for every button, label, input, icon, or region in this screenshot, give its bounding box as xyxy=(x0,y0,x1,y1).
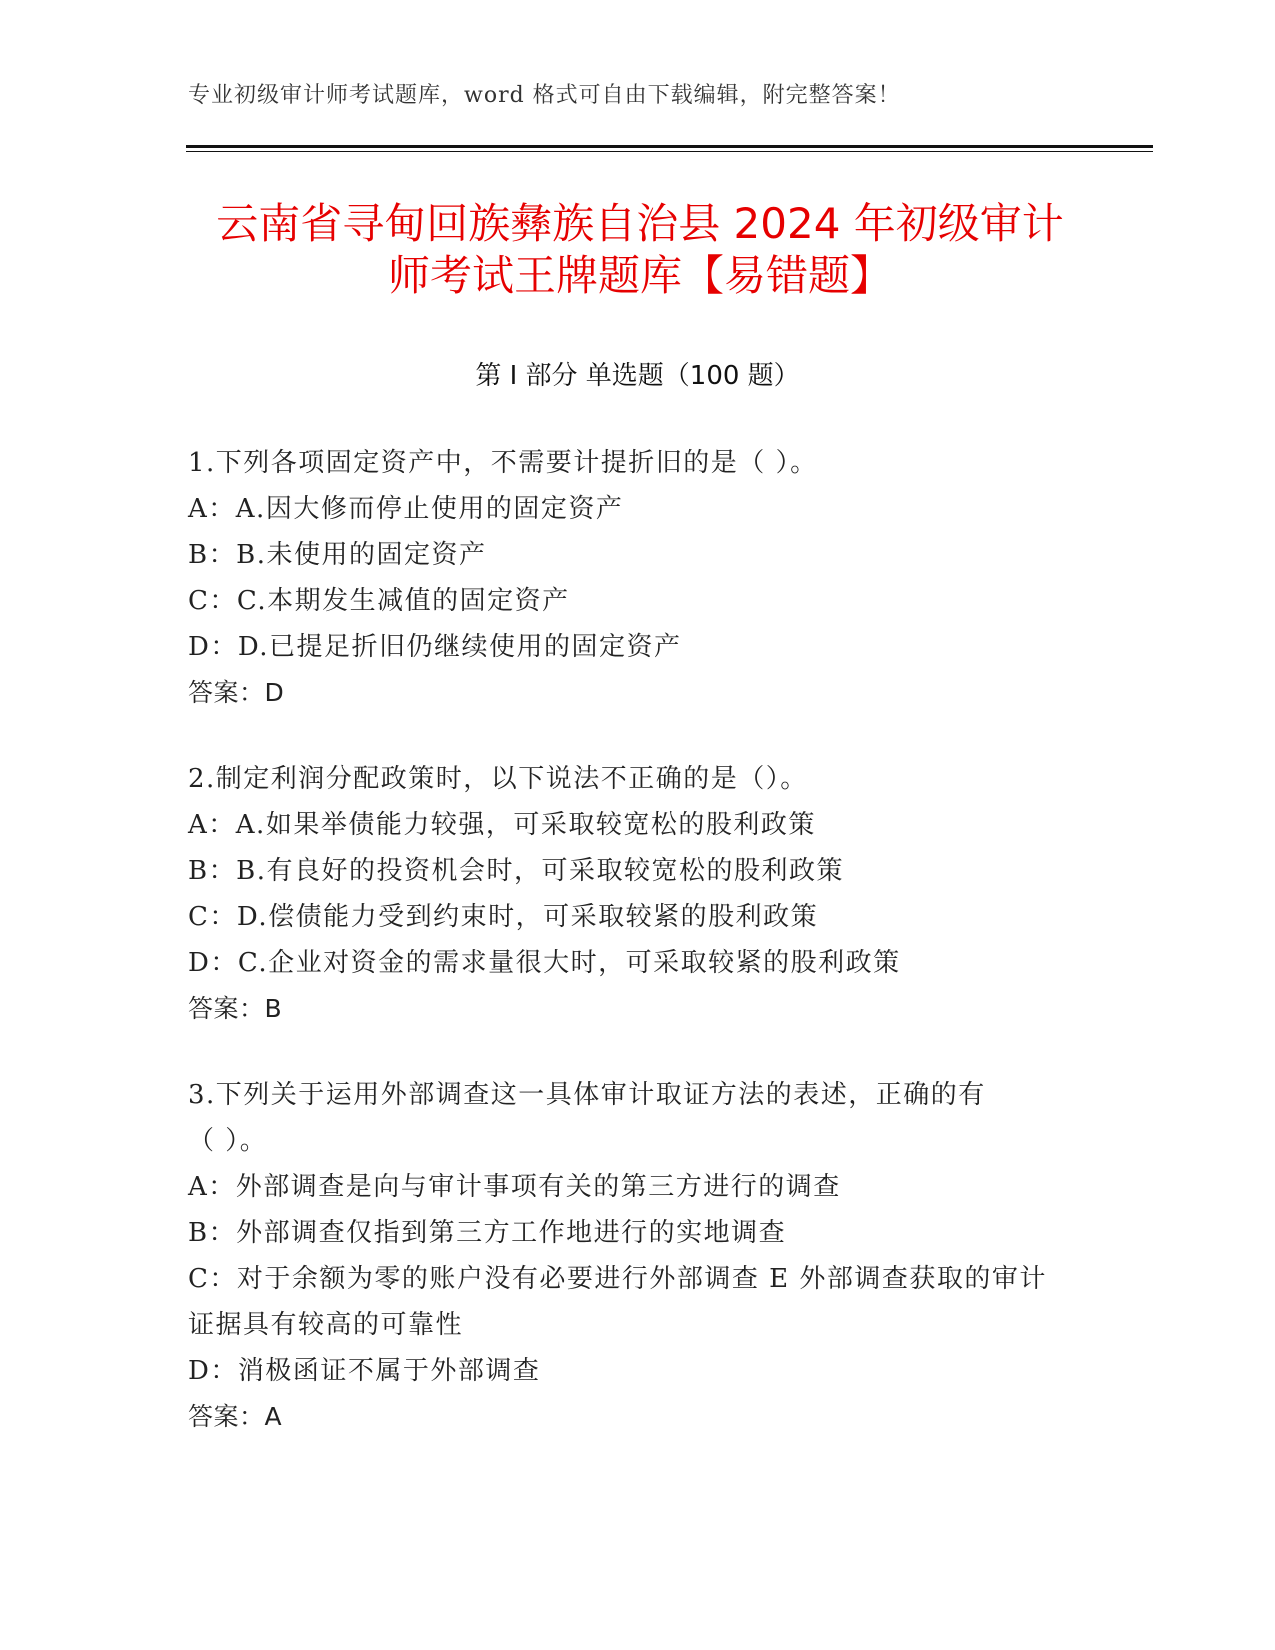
question-block xyxy=(188,1072,1088,1440)
document-title-line-2: 师考试王牌题库【易错题】 xyxy=(387,251,892,300)
header-rule-thin xyxy=(186,151,1153,152)
answer-option: D：C.企业对资金的需求量很大时，可采取较紧的股利政策 xyxy=(188,948,901,978)
document-title-line-1: 云南省寻甸回族彝族自治县 2024 年初级审计 xyxy=(216,199,1064,248)
answer-option: B：外部调查仅指到第三方工作地进行的实地调查 xyxy=(188,1218,787,1248)
answer-option: D：D.已提足折旧仍继续使用的固定资产 xyxy=(188,632,682,662)
answer-key: 答案：D xyxy=(188,678,285,707)
answer-option: C：D.偿债能力受到约束时，可采取较紧的股利政策 xyxy=(188,902,819,932)
answer-option: 证据具有较高的可靠性 xyxy=(188,1310,464,1340)
question-stem: 2.制定利润分配政策时，以下说法不正确的是（）。 xyxy=(188,764,808,794)
document-title xyxy=(160,198,1120,302)
section-title: 第 I 部分 单选题（100 题） xyxy=(475,361,800,391)
answer-option: D：消极函证不属于外部调查 xyxy=(188,1356,541,1386)
question-spacer xyxy=(188,716,1088,756)
answer-option: A：外部调查是向与审计事项有关的第三方进行的调查 xyxy=(188,1172,841,1202)
header-note: 专业初级审计师考试题库，word 格式可自由下载编辑，附完整答案！ xyxy=(188,83,901,108)
header-rule-thick xyxy=(186,145,1153,148)
answer-option: C：对于余额为零的账户没有必要进行外部调查 E 外部调查获取的审计 xyxy=(188,1264,1047,1294)
answer-option: B：B.未使用的固定资产 xyxy=(188,540,487,570)
question-block xyxy=(188,756,1088,1032)
question-stem: （ ）。 xyxy=(188,1126,268,1156)
question-spacer xyxy=(188,1032,1088,1072)
answer-option: A：A.因大修而停止使用的固定资产 xyxy=(188,494,624,524)
question-list xyxy=(188,440,1088,1440)
question-block xyxy=(188,440,1088,716)
answer-option: B：B.有良好的投资机会时，可采取较宽松的股利政策 xyxy=(188,856,844,886)
answer-option: A：A.如果举债能力较强，可采取较宽松的股利政策 xyxy=(188,810,816,840)
question-stem: 1.下列各项固定资产中，不需要计提折旧的是（ ）。 xyxy=(188,448,818,478)
answer-key: 答案：B xyxy=(188,994,283,1023)
answer-option: C：C.本期发生减值的固定资产 xyxy=(188,586,570,616)
question-stem: 3.下列关于运用外部调查这一具体审计取证方法的表述，正确的有 xyxy=(188,1080,986,1110)
answer-key: 答案：A xyxy=(188,1402,283,1431)
